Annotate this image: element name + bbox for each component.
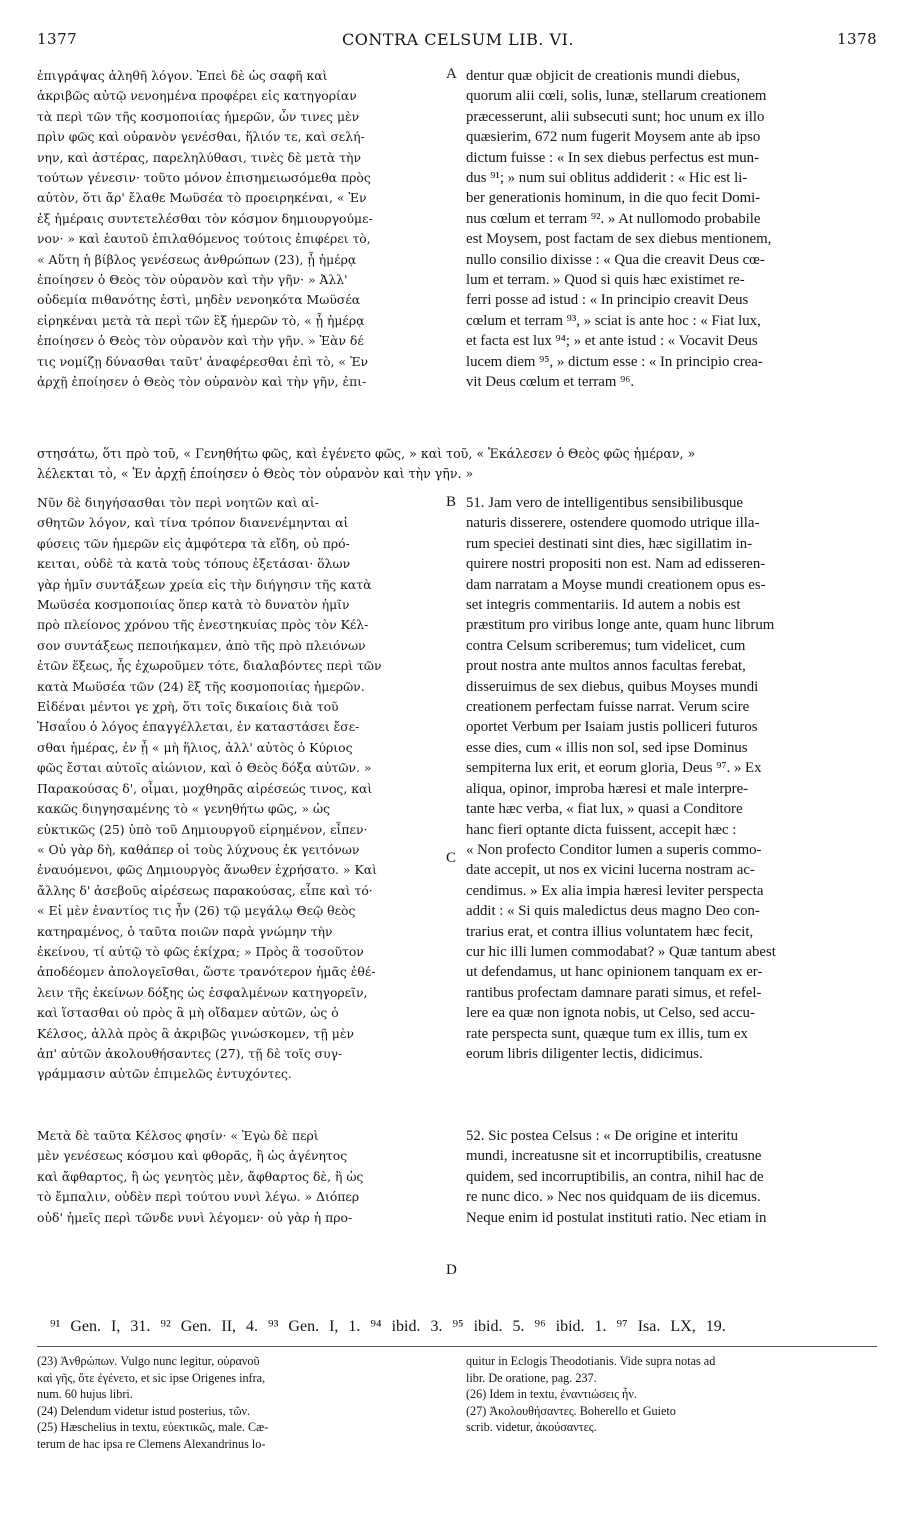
greek-text-line: ἐτῶν ἕξεως, ἧς ἐχωροῦμεν τότε, διαλαβόντες περὶ τῶν (37, 658, 382, 674)
latin-text-line: rate perspecta sunt, quæque tum ex illis, tum ex (466, 1025, 748, 1042)
latin-text-line: naturis disserere, ostendere quomodo utrique illa- (466, 515, 760, 532)
greek-text-line: σθητῶν λόγον, καὶ τίνα τρόπον διανενέμηνται αἱ (37, 515, 349, 531)
latin-text-line: dentur quæ objicit de creationis mundi diebus, (466, 68, 741, 84)
greek-text-line: Παρακούσας δ', οἶμαι, μοχθηρᾶς αἱρέσεώς τινος, καὶ (37, 780, 373, 796)
latin-text-line: hanc fieri optante dicta fuissent, accepit hæc : (466, 821, 737, 838)
greek-text-line: καὶ ἵστασθαι οὐ πρὸς ἃ μὴ οἴδαμεν αὐτῶν, ὡς ὁ (37, 1005, 339, 1021)
footnotes-left (37, 1353, 457, 1453)
latin-text-line: re nunc dico. » Nec nos quidquam de iis dicemus. (466, 1189, 761, 1206)
greek-text-line: « Αὕτη ἡ βίβλος γενέσεως ἀνθρώπων (23), ᾗ ἡμέρᾳ (37, 251, 357, 267)
greek-text-line: « Εἰ μὲν ἐναντίος τις ἦν (26) τῷ μεγάλῳ Θεῷ θεὸς (37, 903, 356, 919)
greek-text-line: σθαι ἡμέρας, ἐν ᾗ « μὴ ἥλιος, ἀλλ' αὐτὸς ὁ Κύριος (37, 739, 353, 755)
greek-text-line: νον· » καὶ ἑαυτοῦ ἐπιλαθόμενος τούτοις ἐπιφέρει τὸ, (37, 231, 371, 247)
latin-text-line: creationem perfectam fuisse narrat. Verum scire (466, 699, 750, 716)
greek-text-line: ἀποδέομεν ἀπολογεῖσθαι, ὥστε τρανότερον ἡμᾶς ἐθέ- (37, 964, 376, 980)
greek-text-line: κατηραμένος, ὁ ταῦτα ποιῶν παρὰ γνώμην τὴν (37, 923, 333, 939)
latin-text-line: cendimus. » Ex alia impia hæresi leviter perspecta (466, 882, 764, 899)
latin-text-line: date accepit, ut nos ex vicini lucerna nostram ac- (466, 862, 755, 879)
latin-text-line: cœlum et terram ⁹³, » sciat is ante hoc : « Fiat lux, (466, 312, 761, 329)
latin-text-line: tante hæc verba, « fiat lux, » quasi a Conditore (466, 801, 743, 818)
latin-text-line: nullo consilio dixisse : « Qua die creavit Deus cœ- (466, 251, 765, 268)
left-page-number: 1377 (37, 30, 78, 48)
greek-text-line: εὐκτικῶς (25) ὑπὸ τοῦ Δημιουργοῦ εἰρημένον, εἶπεν· (37, 821, 368, 837)
latin-column-block-1 (466, 66, 876, 393)
greek-text-line: ἐποίησεν ὁ Θεὸς τὸν οὐρανὸν καὶ τὴν γῆν· » Ἀλλ' (37, 272, 348, 288)
greek-text-line: ἐπιγράψας ἀληθῆ λόγον. Ἐπεὶ δὲ ὡς σαφῆ καὶ (37, 68, 328, 83)
latin-text-line: est Moysem, post factam de sex diebus mentionem, (466, 231, 772, 248)
footnote-line: (27) Ἀκολουθήσαντες. Boherello et Guieto (466, 1403, 676, 1418)
latin-text-line: rantibus profectam damnare parati simus, et refel- (466, 984, 762, 1001)
margin-letter-a: A (446, 66, 457, 82)
latin-text-line: lere ea quæ non ignota nobis, ut Celso, sed accu- (466, 1005, 755, 1022)
latin-text-line: dam narratam a Moyse mundi creationem opus es- (466, 576, 766, 593)
latin-text-line: quirere nostri propositi non est. Nam ad edisseren- (466, 556, 766, 573)
latin-text-line: aliqua, opinor, improba hæresi et male interpre- (466, 780, 749, 797)
greek-text-line: κειται, οὐδὲ τὰ κατὰ τοὺς τόπους ἐξετάσαι· ὅλων (37, 556, 351, 572)
latin-text-line: trarius erat, et contra illius voluntatem hæc fecit, (466, 923, 754, 940)
latin-text-line: esse dies, cum « illis non sol, sed ipse Dominus (466, 739, 748, 756)
latin-text-line: ferri posse ad istud : « In principio creavit Deus (466, 292, 749, 309)
greek-text-line: ἐκείνου, τί αὐτῷ τὸ φῶς ἐκίχρα; » Πρὸς ἃ τοσοῦτον (37, 943, 364, 959)
greek-text-line: κατὰ Μωϋσέα τῶν (24) ἓξ τῆς κοσμοποιίας ἡμερῶν. (37, 678, 365, 694)
greek-text-line: αὐτὸν, ὅτι ἄρ' ἔλαθε Μωϋσέα τὸ προειρηκέναι, « Ἐν (37, 190, 367, 206)
margin-letter-d: D (446, 1262, 457, 1278)
latin-text-line: eorum libris diligenter lectis, didicimus. (466, 1045, 703, 1062)
greek-text-line: ἀπ' αὐτῶν ἀκολουθήσαντες (27), τῇ δὲ τοῖς συγ- (37, 1045, 343, 1061)
latin-text-line: sempiterna lux erit, et eorum gloria, Deus ⁹⁷. » Ex (466, 760, 762, 777)
greek-text-line: Κέλσος, ἀλλὰ πρὸς ἃ ἀκριβῶς γινώσκομεν, τῇ μὲν (37, 1025, 355, 1041)
greek-text-line: τὸ ἔμπαλιν, οὐδὲν περὶ τούτου νυνὶ λέγω. » Διόπερ (37, 1189, 360, 1205)
latin-text-line: nus cœlum et terram ⁹². » At nullomodo probabile (466, 210, 761, 227)
greek-text-line: τὰ περὶ τῶν τῆς κοσμοποιίας ἡμερῶν, ὧν τινες μὲν (37, 108, 360, 124)
greek-text-line: ἐποίησεν ὁ Θεὸς τὸν οὐρανὸν καὶ τὴν γῆν. » Ἐὰν δέ (37, 333, 364, 349)
greek-text-line: Ἡσαΐου ὁ λόγος ἐπαγγέλλεται, ἐν καταστάσει ἔσε- (37, 719, 360, 735)
footnote-line: (25) Hæschelius in textu, εὐεκτικῶς, male. Cæ- (37, 1420, 269, 1435)
latin-column-block-2 (466, 493, 876, 1064)
greek-text-line: Εἰδέναι μέντοι γε χρὴ, ὅτι τοῖς δικαίοις διὰ τοῦ (37, 699, 339, 715)
latin-text-line: lucem diem ⁹⁵, » dictum esse : « In principio crea- (466, 353, 763, 370)
greek-text-line: εἰρηκέναι μετὰ τὰ περὶ τῶν ἓξ ἡμερῶν τὸ, « ᾗ ἡμέρᾳ (37, 312, 365, 328)
latin-text-line: et facta est lux ⁹⁴; » et ante istud : « Vocavit Deus (466, 333, 758, 350)
greek-text-line: μὲν γενέσεως κόσμου καὶ φθορᾶς, ἢ ὡς ἀγένητος (37, 1148, 348, 1164)
latin-text-line: quæsierim, 672 num fugerit Moysem ante ab ipso (466, 129, 761, 146)
latin-text-line: lum et terram. » Quod si quis hæc existimet re- (466, 272, 745, 289)
running-title: CONTRA CELSUM LIB. VI. (342, 30, 575, 49)
greek-text-line: καὶ ἄφθαρτος, ἢ ὡς γενητὸς μὲν, ἄφθαρτος δὲ, ἢ ὡς (37, 1168, 364, 1184)
latin-text-line: contra Celsum scriberemus; tum videlicet, cum (466, 637, 746, 654)
full-width-greek-line-2: λέλεκται τὸ, « Ἐν ἀρχῇ ἐποίησεν ὁ Θεὸς τὸν οὐρανὸν καὶ τὴν γῆν. » (37, 466, 474, 481)
footnote-line: καὶ γῆς, ὅτε ἐγένετο, et sic ipse Origenes infra, (37, 1370, 266, 1385)
greek-text-line: κακῶς διηγησαμένης τὸ « γενηθήτω φῶς, » ὡς (37, 801, 331, 817)
latin-text-line: 52. Sic postea Celsus : « De origine et interitu (466, 1128, 739, 1144)
latin-text-line: addit : « Si quis maledictus deus magno Deo con- (466, 903, 760, 920)
greek-text-line: νην, καὶ ἀστέρας, παρεληλύθασι, τινὲς δὲ μετὰ τὴν (37, 149, 362, 165)
greek-text-line: φῶς ἔσται αὐτοῖς αἰώνιον, καὶ ὁ Θεὸς δόξα αὐτῶν. » (37, 760, 372, 776)
latin-text-line: rum speciei destinati sint dies, hæc sigillatim in- (466, 535, 753, 552)
greek-text-line: Μωϋσέα κοσμοποιίας ὅπερ κατὰ τὸ δυνατὸν ἡμῖν (37, 597, 350, 613)
greek-text-line: ἐναυόμενοι, φῶς Δημιουργὸς ἄνωθεν ἐχρήσατο. » Καὶ (37, 862, 377, 878)
greek-text-line: γὰρ ἡμῖν συντάξεων χρεία εἰς τὴν διήγησιν τῆς κατὰ (37, 576, 372, 592)
greek-text-line: ἀκριβῶς αὐτῷ νενοημένα προφέρει εἰς κατηγορίαν (37, 88, 357, 104)
footnote-divider (37, 1346, 877, 1347)
latin-text-line: mundi, increatusne sit et incorruptibilis, creatusne (466, 1148, 762, 1165)
greek-text-line: τις νομίζῃ δύνασθαι ταῦτ' ἀναφέρεσθαι ἐπὶ τὸ, « Ἐν (37, 353, 369, 369)
latin-column-block-3 (466, 1126, 876, 1228)
greek-text-line: σον συντάξεως πεποιήκαμεν, ἀπὸ τῆς πρὸ πλειόνων (37, 637, 366, 653)
footnote-line: num. 60 hujus libri. (37, 1387, 133, 1402)
latin-text-line: præstitum pro viribus longe ante, quam hunc librum (466, 617, 775, 634)
latin-text-line: set integris commentariis. Id autem a nobis est (466, 597, 741, 614)
latin-text-line: 51. Jam vero de intelligentibus sensibilibusque (466, 495, 743, 511)
greek-text-line: τούτων γένεσιν· τοῦτο μόνον ἐπισημειωσόμεθα πρὸς (37, 170, 371, 186)
margin-letter-c: C (446, 850, 457, 866)
footnote-line: scrib. videtur, ἀκούσαντες. (466, 1420, 597, 1435)
latin-text-line: ber generationis hominum, in die quo fecit Domi- (466, 190, 761, 207)
footnote-line: (23) Ἀνθρώπων. Vulgo nunc legitur, οὐρανοῦ (37, 1354, 260, 1368)
latin-text-line: ut defendamus, ut hanc opinionem tanquam ex er- (466, 964, 763, 981)
greek-text-line: λειν τῆς ἐκείνων δόξης ὡς ἐσφαλμένων κατηγορεῖν, (37, 984, 368, 1000)
latin-text-line: præcesserunt, alii subsecuti sunt; hoc unum ex illo (466, 108, 765, 125)
footnote-line: terum de hac ipsa re Clemens Alexandrinus lo- (37, 1436, 266, 1451)
footnote-line: (26) Idem in textu, ἐναντιώσεις ἦν. (466, 1387, 637, 1402)
greek-text-line: « Οὐ γὰρ δὴ, καθάπερ οἱ τοὺς λύχνους ἐκ γειτόνων (37, 841, 360, 857)
footnote-line: libr. De oratione, pag. 237. (466, 1370, 597, 1385)
greek-column-block-1 (37, 66, 445, 393)
latin-text-line: « Non profecto Conditor lumen a superis commo- (466, 841, 762, 858)
right-page-number: 1378 (837, 30, 878, 48)
latin-text-line: quidem, sed incorruptibilis, an contra, nihil hac de (466, 1168, 764, 1185)
latin-text-line: disseruimus de sex diebus, quibus Moyses mundi (466, 678, 759, 695)
footnote-line: (24) Delendum videtur istud posterius, τῶν. (37, 1403, 251, 1418)
footnote-line: quitur in Eclogis Theodotianis. Vide supra notas ad (466, 1354, 716, 1368)
greek-text-line: οὐδεμία πιθανότης ἐστὶ, μηδὲν νενοηκότα Μωϋσέα (37, 292, 361, 308)
latin-text-line: Neque enim id postulat instituti ratio. Nec etiam in (466, 1209, 767, 1226)
greek-column-block-3 (37, 1126, 445, 1228)
latin-text-line: cur hic illi lumen commodabat? » Quæ tantum abest (466, 943, 776, 960)
latin-text-line: quorum alii cœli, solis, lunæ, stellarum creationem (466, 88, 767, 105)
latin-text-line: dictum fuisse : « In sex diebus perfectus est mun- (466, 149, 759, 166)
footnotes-right (466, 1353, 876, 1436)
greek-text-line: Νῦν δὲ διηγήσασθαι τὸν περὶ νοητῶν καὶ αἰ- (37, 495, 319, 510)
greek-text-line: πρὶν φῶς καὶ οὐρανὸν γενέσθαι, ἥλιόν τε, καὶ σελή- (37, 129, 365, 145)
greek-text-line: πρὸ πλείονος χρόνου τῆς ἐνεστηκυίας πρὸς τὸν Κέλ- (37, 617, 369, 633)
greek-column-block-2 (37, 493, 445, 1085)
greek-text-line: φύσεις τῶν ἡμερῶν εἰς ἀμφότερα τὰ εἴδη, οὐ πρό- (37, 535, 350, 551)
greek-text-line: Μετὰ δὲ ταῦτα Κέλσος φησίν· « Ἐγὼ δὲ περὶ (37, 1128, 319, 1143)
latin-text-line: dus ⁹¹; » num sui oblitus addiderit : « Hic est li- (466, 170, 748, 187)
margin-letter-b: B (446, 494, 457, 510)
greek-text-line: ἄλλης δ' ἀσεβοῦς αἱρέσεως παρακούσας, εἶπε καὶ τό· (37, 882, 373, 898)
greek-text-line: ἐξ ἡμέραις συντετελέσθαι τὸν κόσμον δημιουργούμε- (37, 210, 373, 226)
greek-text-line: ἀρχῇ ἐποίησεν ὁ Θεὸς τὸν οὐρανὸν καὶ τὴν γῆν, ἐπι- (37, 374, 367, 390)
greek-text-line: οὐδ' ἡμεῖς περὶ τῶνδε νυνὶ λέγομεν· οὐ γὰρ ἡ προ- (37, 1209, 353, 1225)
latin-text-line: vit Deus cœlum et terram ⁹⁶. (466, 374, 635, 391)
greek-text-line: γράμμασιν αὐτῶν ἐπιμελῶς ἐντυχόντες. (37, 1066, 292, 1082)
latin-text-line: prout nostra ante multos annos facultas ferebat, (466, 658, 746, 675)
latin-text-line: oportet Verbum per Isaiam justis polliceri futuros (466, 719, 758, 736)
full-width-greek-line-1: στησάτω, ὅτι πρὸ τοῦ, « Γενηθήτω φῶς, καὶ ἐγένετο φῶς, » καὶ τοῦ, « Ἐκάλεσεν ὁ Θεὸς φῶς ἡμέραν, » (37, 446, 696, 461)
scripture-references: ⁹¹ Gen. I, 31. ⁹² Gen. II, 4. ⁹³ Gen. I, 1. ⁹⁴ ibid. 3. ⁹⁵ ibid. 5. ⁹⁶ ibid. 1. ⁹⁷ Isa. LX, 19. (50, 1318, 726, 1335)
